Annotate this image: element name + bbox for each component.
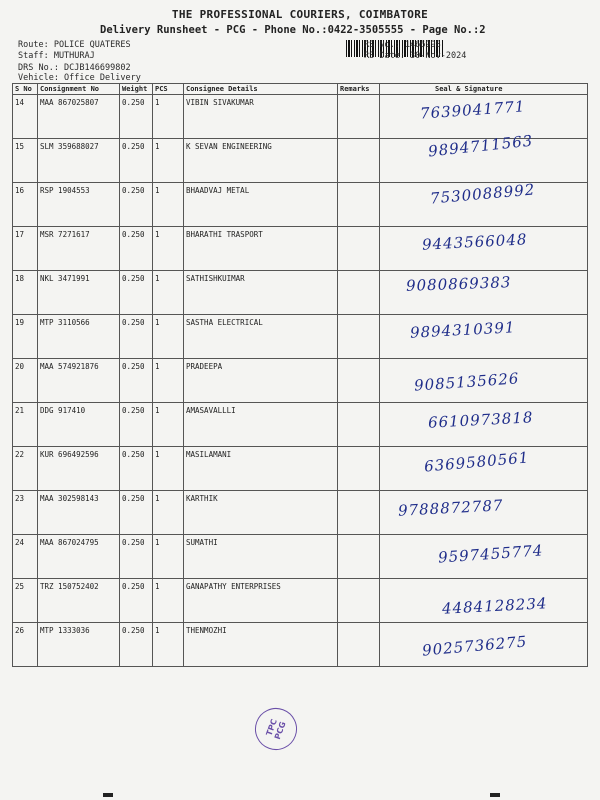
consignment-number-cell: NKL 3471991 [38, 271, 120, 315]
table-row [13, 623, 588, 667]
consignment-number-cell: MTP 3110566 [38, 315, 120, 359]
handwritten-phone-signature: 9085135626 [413, 369, 520, 395]
table-row [13, 491, 588, 535]
pieces-cell: 1 [153, 623, 184, 667]
signature-cell [380, 535, 588, 579]
serial-number-cell: 24 [13, 535, 38, 579]
table-row [13, 579, 588, 623]
weight-cell: 0.250 [120, 227, 153, 271]
table-row [13, 183, 588, 227]
signature-cell [380, 315, 588, 359]
serial-number-cell: 16 [13, 183, 38, 227]
consignee-cell: BHARATHI TRASPORT [184, 227, 338, 271]
pieces-cell: 1 [153, 447, 184, 491]
scan-mark [490, 793, 500, 797]
handwritten-phone-signature: 4484128234 [441, 594, 548, 618]
remarks-cell [338, 139, 380, 183]
serial-number-cell: 19 [13, 315, 38, 359]
table-row [13, 359, 588, 403]
serial-number-cell: 15 [13, 139, 38, 183]
handwritten-phone-signature: 7639041771 [419, 97, 526, 123]
weight-cell: 0.250 [120, 139, 153, 183]
consignment-number-cell: RSP 1904553 [38, 183, 120, 227]
column-header: Remarks [338, 84, 380, 95]
remarks-cell [338, 227, 380, 271]
consignee-cell: SASTHA ELECTRICAL [184, 315, 338, 359]
table-row [13, 447, 588, 491]
remarks-cell [338, 315, 380, 359]
signature-cell [380, 447, 588, 491]
drs-info: DRS No.: DCJB146699802 [18, 63, 131, 73]
remarks-cell [338, 535, 380, 579]
consignee-cell: MASILAMANI [184, 447, 338, 491]
signature-cell [380, 180, 588, 227]
consignee-cell: VIBIN SIVAKUMAR [184, 95, 338, 139]
signature-cell [380, 227, 588, 271]
consignment-number-cell: MAA 867025807 [38, 95, 120, 139]
consignee-cell: SUMATHI [184, 535, 338, 579]
consignee-cell: K SEVAN ENGINEERING [184, 139, 338, 183]
table-body [13, 95, 588, 667]
staff-info: Staff: MUTHURAJ [18, 51, 95, 61]
weight-cell: 0.250 [120, 359, 153, 403]
company-stamp: TPC PCG [249, 702, 303, 756]
handwritten-phone-signature: 9443566048 [421, 230, 528, 254]
rs-number: RS No.: 1466998 [364, 40, 441, 50]
pieces-cell: 1 [153, 403, 184, 447]
scan-mark [103, 793, 113, 797]
remarks-cell [338, 271, 380, 315]
runsheet-table [12, 83, 588, 667]
column-header: Consignee Details [184, 84, 338, 95]
weight-cell: 0.250 [120, 183, 153, 227]
consignment-number-cell: MAA 302598143 [38, 491, 120, 535]
weight-cell: 0.250 [120, 271, 153, 315]
consignment-number-cell: MSR 7271617 [38, 227, 120, 271]
weight-cell: 0.250 [120, 447, 153, 491]
weight-cell: 0.250 [120, 535, 153, 579]
serial-number-cell: 14 [13, 95, 38, 139]
pieces-cell: 1 [153, 95, 184, 139]
serial-number-cell: 22 [13, 447, 38, 491]
consignment-number-cell: TRZ 150752402 [38, 579, 120, 623]
weight-cell: 0.250 [120, 491, 153, 535]
column-header: Weight [120, 84, 153, 95]
weight-cell: 0.250 [120, 95, 153, 139]
weight-cell: 0.250 [120, 623, 153, 667]
consignment-number-cell: MTP 1333036 [38, 623, 120, 667]
handwritten-phone-signature: 9080869383 [405, 273, 512, 295]
serial-number-cell: 25 [13, 579, 38, 623]
table-row [13, 227, 588, 271]
signature-cell [380, 95, 588, 139]
table-row [13, 535, 588, 579]
handwritten-phone-signature: 9788872787 [397, 496, 504, 520]
consignment-number-cell: MAA 867024795 [38, 535, 120, 579]
signature-cell [380, 403, 588, 447]
handwritten-phone-signature: 9894711563 [427, 131, 535, 161]
consignee-cell: SATHISHKUIMAR [184, 271, 338, 315]
serial-number-cell: 17 [13, 227, 38, 271]
pieces-cell: 1 [153, 579, 184, 623]
column-header: PCS [153, 84, 184, 95]
remarks-cell [338, 95, 380, 139]
pieces-cell: 1 [153, 271, 184, 315]
consignment-number-cell: KUR 696492596 [38, 447, 120, 491]
pieces-cell: 1 [153, 315, 184, 359]
remarks-cell [338, 579, 380, 623]
remarks-cell [338, 491, 380, 535]
signature-cell [380, 491, 588, 535]
table-header-row [13, 84, 588, 95]
handwritten-phone-signature: 7530088992 [429, 180, 537, 208]
pieces-cell: 1 [153, 227, 184, 271]
column-header: Consignment No [38, 84, 120, 95]
serial-number-cell: 26 [13, 623, 38, 667]
table-row [13, 315, 588, 359]
pieces-cell: 1 [153, 535, 184, 579]
consignment-number-cell: SLM 359688027 [38, 139, 120, 183]
handwritten-phone-signature: 6369580561 [423, 448, 531, 476]
weight-cell: 0.250 [120, 579, 153, 623]
vehicle-info: Vehicle: Office Delivery [18, 73, 141, 83]
column-header: S No [13, 84, 38, 95]
company-name: THE PROFESSIONAL COURIERS, COIMBATORE [171, 8, 429, 21]
runsheet-subtitle: Delivery Runsheet - PCG - Phone No.:0422-3505555 - Page No.:2 [100, 24, 486, 36]
weight-cell: 0.250 [120, 315, 153, 359]
handwritten-phone-signature: 6610973818 [427, 408, 534, 432]
serial-number-cell: 20 [13, 359, 38, 403]
weight-cell: 0.250 [120, 403, 153, 447]
signature-cell [380, 271, 588, 315]
remarks-cell [338, 623, 380, 667]
pieces-cell: 1 [153, 183, 184, 227]
serial-number-cell: 23 [13, 491, 38, 535]
remarks-cell [338, 359, 380, 403]
signature-cell [380, 623, 588, 667]
column-header: Seal & Signature [380, 84, 588, 95]
pieces-cell: 1 [153, 359, 184, 403]
signature-cell [380, 131, 588, 183]
serial-number-cell: 18 [13, 271, 38, 315]
rs-date: RS Date: 30-Nov-2024 [364, 51, 467, 61]
consignee-cell: BHAADVAJ METAL [184, 183, 338, 227]
table-row [13, 139, 588, 183]
pieces-cell: 1 [153, 139, 184, 183]
handwritten-phone-signature: 9597455774 [437, 541, 544, 567]
handwritten-phone-signature: 9025736275 [421, 632, 529, 660]
handwritten-phone-signature: 9894310391 [409, 318, 516, 342]
remarks-cell [338, 447, 380, 491]
consignment-number-cell: DDG 917410 [38, 403, 120, 447]
route-info: Route: POLICE QUATERES [18, 40, 131, 50]
table-row [13, 403, 588, 447]
signature-cell [380, 579, 588, 623]
consignment-number-cell: MAA 574921876 [38, 359, 120, 403]
consignee-cell: THENMOZHI [184, 623, 338, 667]
consignee-cell: GANAPATHY ENTERPRISES [184, 579, 338, 623]
table-row [13, 271, 588, 315]
signature-cell [380, 359, 588, 403]
serial-number-cell: 21 [13, 403, 38, 447]
consignee-cell: PRADEEPA [184, 359, 338, 403]
table-row [13, 95, 588, 139]
remarks-cell [338, 183, 380, 227]
consignee-cell: KARTHIK [184, 491, 338, 535]
pieces-cell: 1 [153, 491, 184, 535]
consignee-cell: AMASAVALLLI [184, 403, 338, 447]
remarks-cell [338, 403, 380, 447]
